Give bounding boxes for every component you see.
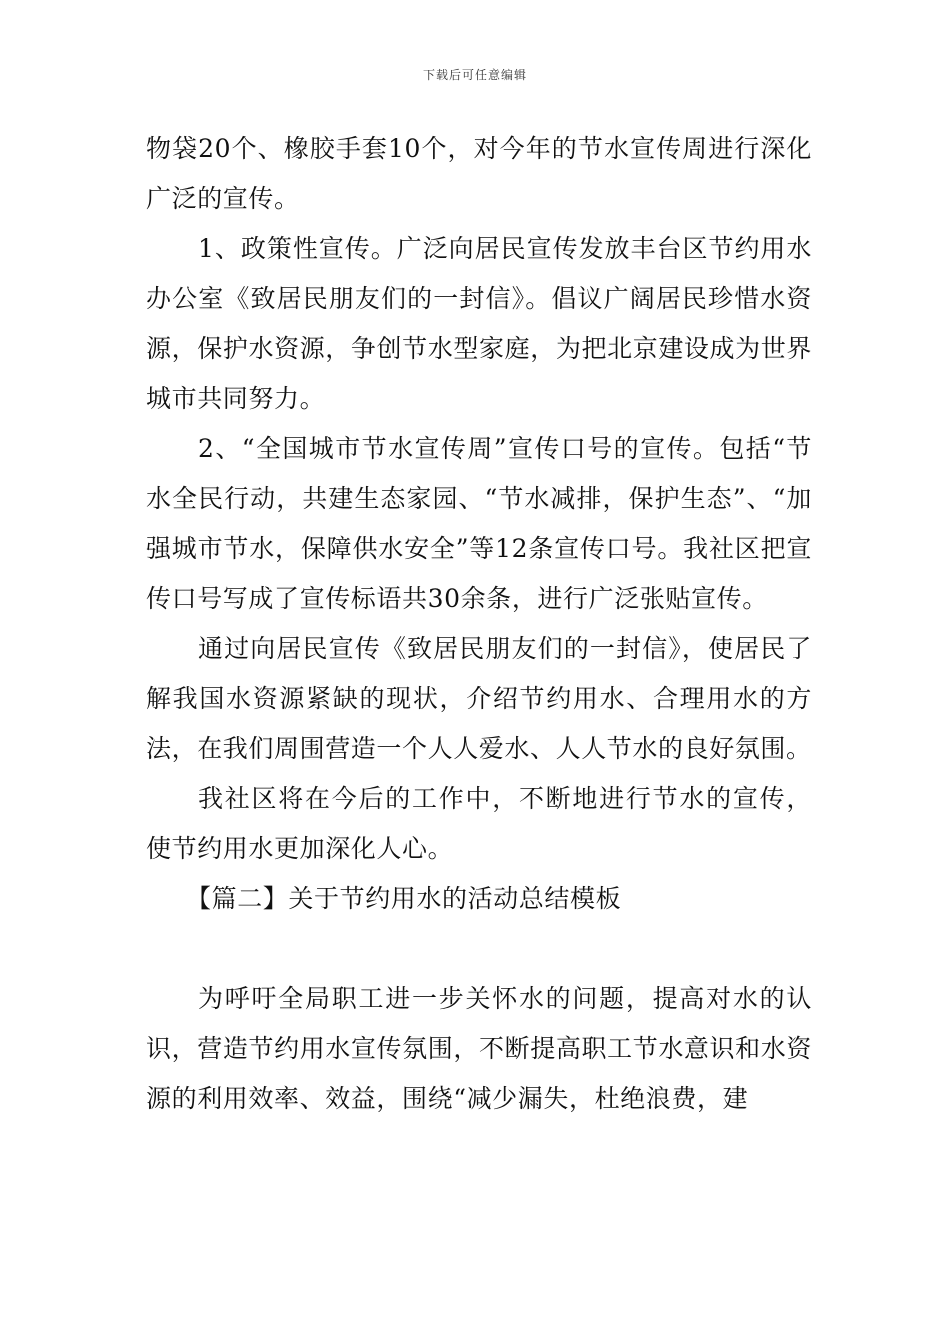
document-body	[146, 124, 812, 1124]
paragraph-letter-outcome: 通过向居民宣传《致居民朋友们的一封信》，使居民了解我国水资源紧缺的现状，介绍节约用水、合理用水的方法，在我们周围营造一个人人爱水、人人节水的良好氛围。	[146, 634, 812, 763]
paragraph-policy-publicity: 1、政策性宣传。广泛向居民宣传发放丰台区节约用水办公室《致居民朋友们的一封信》。倡议广阔居民珍惜水资源，保护水资源，争创节水型家庭，为把北京建设成为世界城市共同努力。	[146, 234, 812, 413]
paragraph-slogan-publicity: 2、“全国城市节水宣传周”宣传口号的宣传。包括“节水全民行动，共建生态家园、“节水减排，保护生态”、“加强城市节水，保障供水安全”等12条宣传口号。我社区把宣传口号写成了宣传标语共30余条，进行广泛张贴宣传。	[146, 434, 812, 613]
page-header-note: 下载后可任意编辑	[422, 68, 527, 82]
paragraph-section-two-intro: 为呼吁全局职工进一步关怀水的问题，提高对水的认识，营造节约用水宣传氛围，不断提高职工节水意识和水资源的利用效率、效益，围绕“减少漏失，杜绝浪费，建	[146, 984, 812, 1113]
paragraph-continuation: 物袋20个、橡胶手套10个，对今年的节水宣传周进行深化广泛的宣传。	[146, 134, 812, 213]
paragraph-future-work: 我社区将在今后的工作中，不断地进行节水的宣传，使节约用水更加深化人心。	[146, 784, 812, 863]
section-heading: 【篇二】关于节约用水的活动总结模板	[186, 884, 622, 913]
